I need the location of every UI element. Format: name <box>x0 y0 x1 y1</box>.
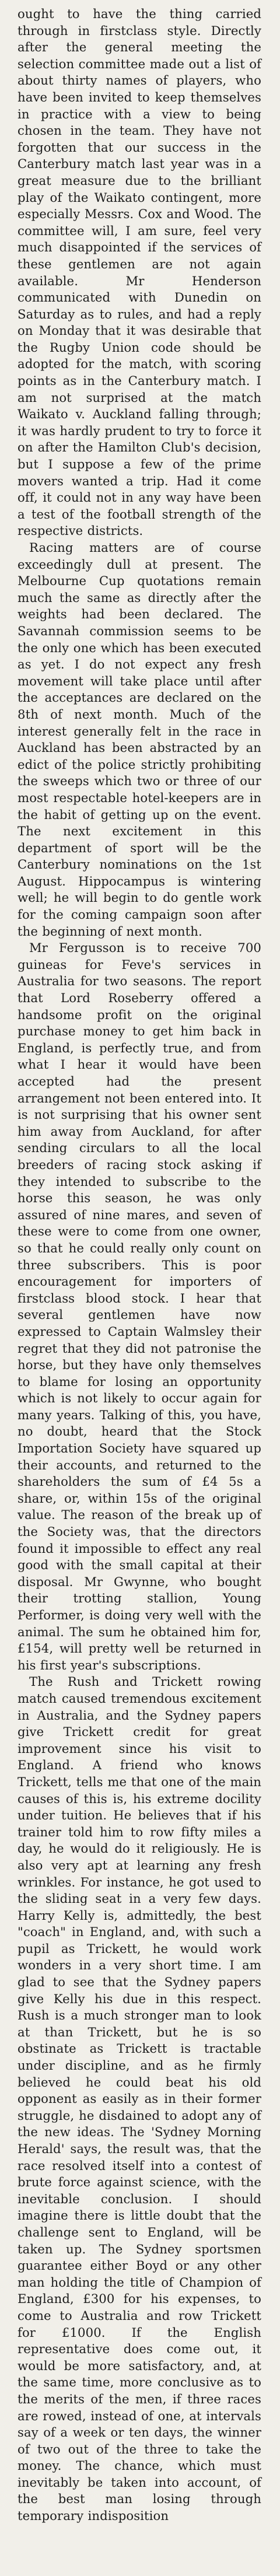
paragraph-stock: Mr Fergusson is to receive 700 guineas for Feve's services in Australia for two seasons. The report that Lord Roseberry offered a handsome profit on the original purchase money to get him back in England, is perfectly true, and from what I hear it would have been accepted had the present arrangement not been entered into. It is not surprising that his owner sent him away from Auckland, for after sending circulars to all the local breeders of racing stock asking if they intended to subscribe to the horse this season, he was only assured of nine mares, and seven of these were to come from one owner, so that he could really only count on three subscribers. This is poor encouragement for importers of firstclass blood stock. I hear that several gentlemen have now expressed to Captain Walmsley their regret that they did not patronise the horse, but they have only themselves to blame for losing an opportunity which is not likely to occur again for many years. Talking of this, you have, no doubt, heard that the Stock Importation Society have squared up their accounts, and returned to the shareholders the sum of £4 5s a share, or, within 15s of the original value. The reason of the break up of the Society was, that the directors found it impossible to effect any real good with the small capital at their disposal. Mr Gwynne, who bought their trotting stallion, Young Performer, is doing very well with the animal. The sum he obtained him for, £154, will pretty well be returned in his first year's subscriptions. <box>18 940 261 1672</box>
paragraph-rowing: The Rush and Trickett rowing match caused tremendous excitement in Australia, and the Sydney papers give Trickett credit for great improvement since his visit to England. A friend who knows Trickett, tells me that one of the main causes of this is, his extreme docility under tuition. He believes that if his trainer told him to row fifty miles a day, he would do it religiously. He is also very apt at learning any fresh wrinkles. For instance, he got used to the sliding seat in a very few days. Harry Kelly is, admittedly, the best "coach" in England, and, with such a pupil as Trickett, he would work wonders in a very short time. I am glad to see that the Sydney papers give Kelly his due in this respect. Rush is a much stronger man to look at than Trickett, but he is so obstinate as Trickett is tractable under discipline, and as he firmly believed he could beat his old opponent as easily as in their former struggle, he disdained to adopt any of the new ideas. The 'Sydney Morning Herald' says, the result was, that the race resolved itself into a contest of brute force against science, with the inevitable conclusion. I should imagine there is little doubt that the challenge sent to England, will be taken up. The Sydney sportsmen guarantee either Boyd or any other man holding the title of Champion of England, £300 for his expenses, to come to Australia and row Trickett for £1000. If the English representative does come out, it would be more satisfactory, and, at the same time, more conclusive as to the merits of the men, if three races are rowed, instead of one, at intervals say of a week or ten days, the winner of two out of the three to take the money. The chance, which must inevitably be taken into account, of the best man losing through temporary indisposition <box>18 1674 261 2524</box>
paragraph-football: ought to have the thing carried through in firstclass style. Directly after the general meeting the selection committee made out a list of about thirty names of players, who have been invited to keep themselves in practice with a view to being chosen in the team. They have not forgotten that our success in the Canterbury match last year was in a great measure due to the brilliant play of the Waikato contingent, more especially Messrs. Cox and Wood. The committee will, I am sure, feel very much disappointed if the services of these gentlemen are not again available. Mr Henderson communicated with Dunedin on Saturday as to rules, and had a reply on Monday that it was desirable that the Rugby Union code should be adopted for the match, with scoring points as in the Canterbury match. I am not surprised at the match Waikato v. Auckland falling through; it was hardly prudent to try to force it on after the Hamilton Club's decision, but I suppose a few of the prime movers wanted a trip. Had it come off, it could not in any way have been a test of the football strength of the respective districts. <box>18 6 261 538</box>
paragraph-racing: Racing matters are of course exceedingly dull at present. The Melbourne Cup quotations remain much the same as directly after the weights had been declared. The Savannah commission seems to be the only one which has been executed as yet. I do not expect any fresh movement will take place until after the acceptances are declared on the 8th of next month. Much of the interest generally felt in the race in Auckland has been abstracted by an edict of the police strictly prohibiting the sweeps which two or three of our most respectable hotel-keepers are in the habit of getting up on the event. The next excitement in this department of sport will be the Canterbury nominations on the 1st August. Hippocampus is wintering well; he will begin to do gentle work for the coming campaign soon after the beginning of next month. <box>18 540 261 939</box>
